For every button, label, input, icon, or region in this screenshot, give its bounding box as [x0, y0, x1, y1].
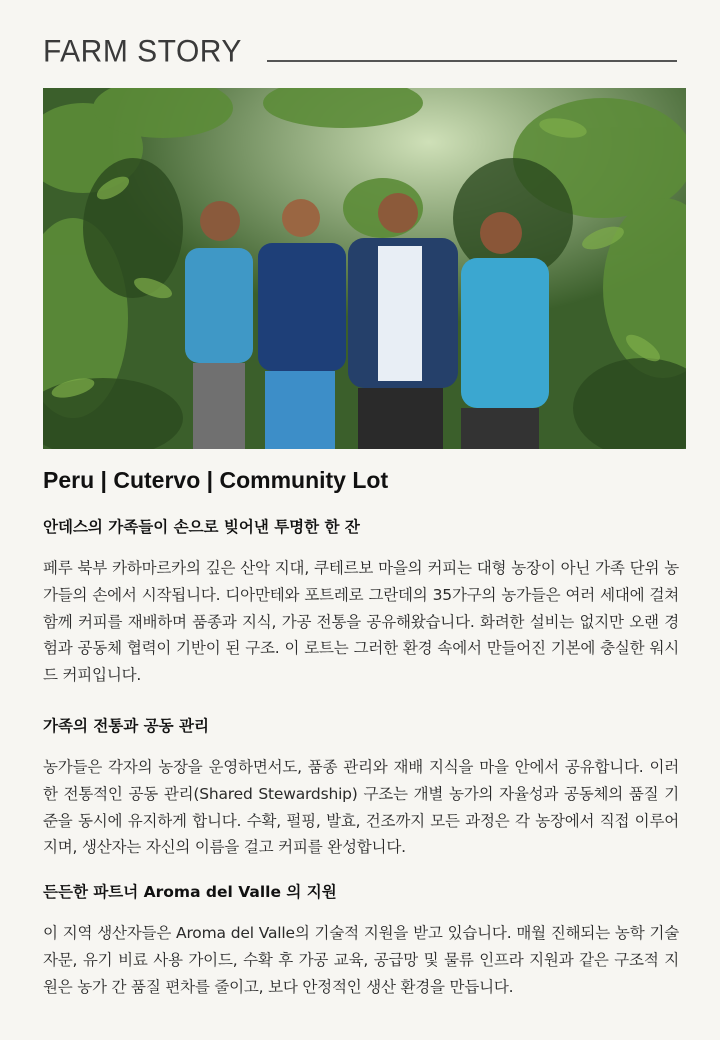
- section-body-partner: 이 지역 생산자들은 Aroma del Valle의 기술적 지원을 받고 있습니다. 매월 진해되는 농학 기술 자문, 유기 비료 사용 가이드, 수확 후 가공 교육, 공급망 및 물류 인프라 지원과 같은 구조적 지원은 농가 간 품질 편차를 줄이고, 보다 안정적인 생산 환경을 만듭니다.: [43, 924, 679, 996]
- lot-title: Peru | Cutervo | Community Lot: [43, 467, 389, 493]
- farmers-photo: [43, 88, 686, 449]
- header-divider: [267, 60, 677, 62]
- section-title-tradition: 가족의 전통과 공동 관리: [43, 716, 209, 735]
- section-title-partner: 든든한 파트너 Aroma del Valle 의 지원: [43, 883, 337, 902]
- section-body-family-hands: 페루 북부 카하마르카의 깊은 산악 지대, 쿠테르보 마을의 커피는 대형 농장이 아닌 가족 단위 농가들의 손에서 시작됩니다. 디아만테와 포트레로 그란데의 35가구의 농가들은 여러 세대에 걸쳐 함께 커피를 재배하며 품종과 지식, 가공 전통을 공유해왔습니다. 화려한 설비는 없지만 오랜 경험과 공동체 협력이 기반이 된 구조. 이 로트는 그러한 환경 속에서 만들어진 기본에 충실한 워시드 커피입니다.: [43, 559, 679, 685]
- page-title: FARM STORY: [43, 34, 242, 69]
- section-body-tradition: 농가들은 각자의 농장을 운영하면서도, 품종 관리와 재배 지식을 마을 안에서 공유합니다. 이러한 전통적인 공동 관리(Shared Stewardship) 구조는 개별 농가의 자율성과 공동체의 품질 기준을 동시에 유지하게 합니다. 수확, 펄핑, 발효, 건조까지 모든 과정은 각 농장에서 직접 이루어지며, 생산자는 자신의 이름을 걸고 커피를 완성합니다.: [43, 757, 679, 857]
- page-header: [43, 34, 677, 70]
- section-title-family-hands: 안데스의 가족들이 손으로 빚어낸 투명한 한 잔: [43, 518, 360, 536]
- content-area: [43, 464, 679, 1001]
